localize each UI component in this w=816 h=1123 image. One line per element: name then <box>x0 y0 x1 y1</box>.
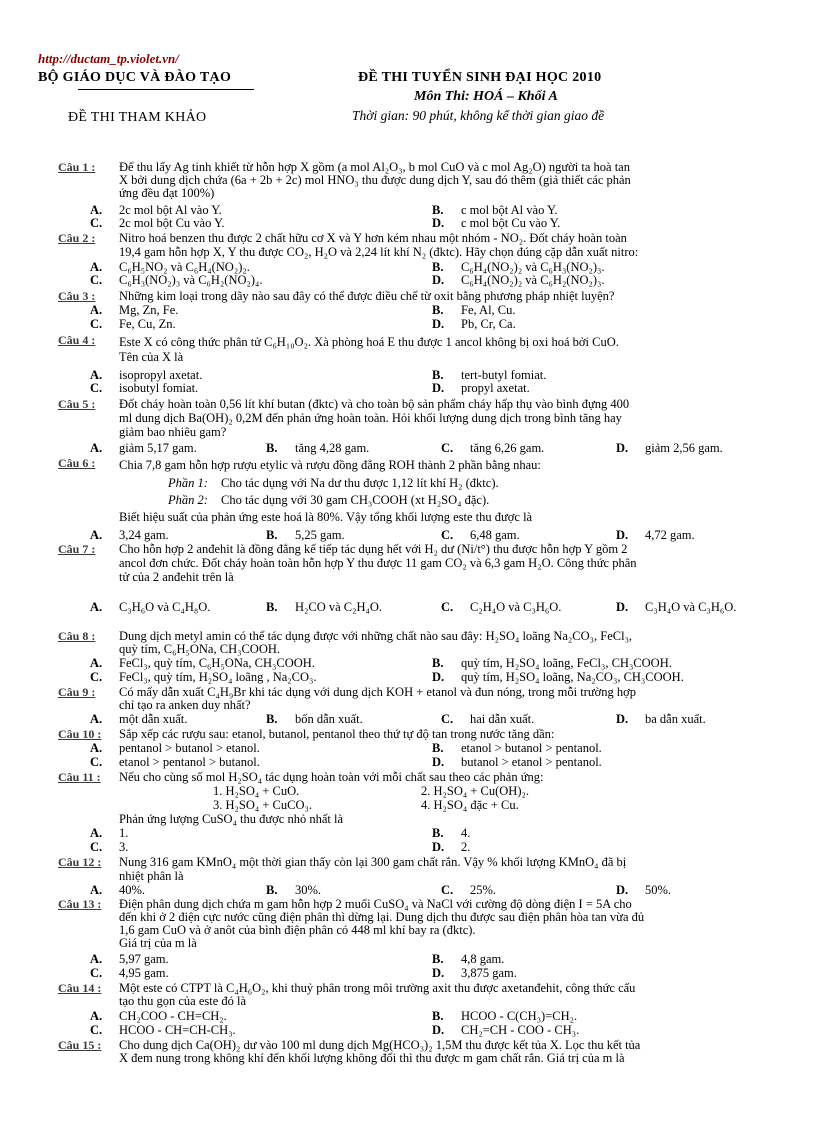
option-label: B. <box>432 656 444 670</box>
question-6-line: Biết hiệu suất của phản ứng este hoá là 80%. Vậy tổng khối lượng este thu được là <box>119 510 533 524</box>
question-13-option-b[interactable]: 4,8 gam. <box>461 952 505 966</box>
question-3-option-d[interactable]: Pb, Cr, Ca. <box>461 317 516 331</box>
question-6-part-2-label: Phần 2: <box>168 493 208 507</box>
option-label: D. <box>432 840 445 854</box>
reference-exam-label: ĐỀ THI THAM KHẢO <box>68 110 207 125</box>
option-label: A. <box>90 303 103 317</box>
option-label: A. <box>90 741 103 755</box>
option-label: C. <box>90 273 103 287</box>
exam-duration: Thời gian: 90 phút, không kể thời gian giao đề <box>352 108 605 123</box>
question-15-line: X đem nung trong không khí đến khối lượng không đổi thì thu được m gam chất rắn. Giá trị của m là <box>119 1051 625 1065</box>
option-label: D. <box>432 273 445 287</box>
question-4-option-a[interactable]: isopropyl axetat. <box>119 368 203 382</box>
question-13-option-c[interactable]: 4,95 gam. <box>119 966 169 980</box>
question-11-line: Nếu cho cùng số mol H₂SO₄ tác dụng hoàn toàn với mỗi chất sau theo các phản ứng: <box>119 770 544 784</box>
question-5-option-b[interactable]: tăng 4,28 gam. <box>295 441 370 455</box>
question-6-option-c[interactable]: 6,48 gam. <box>470 528 520 542</box>
question-7-option-c[interactable]: C₂H₄O và C₃H₆O. <box>470 600 562 614</box>
question-2-option-d[interactable]: C₆H₄(NO₂)₂ và C₆H₂(NO₂)₃. <box>461 273 605 287</box>
option-label: B. <box>432 303 444 317</box>
question-2-option-c[interactable]: C₆H₃(NO₂)₃ và C₆H₂(NO₂)₄. <box>119 273 263 287</box>
question-7-option-a[interactable]: C₃H₆O và C₄H₈O. <box>119 600 211 614</box>
question-6-option-d[interactable]: 4,72 gam. <box>645 528 695 542</box>
question-4-option-c[interactable]: isobutyl fomiat. <box>119 381 199 395</box>
question-2-line: Nitro hoá benzen thu được 2 chất hữu cơ X và Y hơn kém nhau một nhóm - NO₂. Đốt cháy hoàn toàn <box>119 231 627 245</box>
exam-title: ĐỀ THI TUYỂN SINH ĐẠI HỌC 2010 <box>358 70 602 85</box>
option-label: C. <box>90 1023 103 1037</box>
question-5-option-a[interactable]: giảm 5,17 gam. <box>119 441 197 455</box>
option-label: B. <box>432 826 444 840</box>
question-11-reaction-2: 2. H₂SO₄ + Cu(OH)₂. <box>421 784 529 798</box>
option-label: B. <box>266 712 278 726</box>
question-9-option-c[interactable]: hai dẫn xuất. <box>470 712 535 726</box>
question-13-line: Điện phân dung dịch chứa m gam hỗn hợp 2 muối CuSO₄ và NaCl với cường độ dòng điện I = 5A cho <box>119 897 632 911</box>
option-label: B. <box>266 528 278 542</box>
ministry-name: BỘ GIÁO DỤC VÀ ĐÀO TẠO <box>38 70 232 85</box>
option-label: C. <box>90 317 103 331</box>
question-12-option-b[interactable]: 30%. <box>295 883 322 897</box>
option-label: D. <box>432 317 445 331</box>
question-12-option-c[interactable]: 25%. <box>470 883 497 897</box>
option-label: B. <box>266 883 278 897</box>
question-4-option-b[interactable]: tert-butyl fomiat. <box>461 368 547 382</box>
question-2-option-b[interactable]: C₆H₄(NO₂)₂ và C₆H₃(NO₂)₃. <box>461 260 605 274</box>
question-9-option-d[interactable]: ba dẫn xuất. <box>645 712 706 726</box>
option-label: D. <box>616 712 629 726</box>
question-15-label: Câu 15 : <box>58 1038 102 1052</box>
option-label: C. <box>90 216 103 230</box>
question-11-option-b[interactable]: 4. <box>461 826 471 840</box>
option-label: D. <box>616 441 629 455</box>
option-label: C. <box>90 381 103 395</box>
question-5-label: Câu 5 : <box>58 397 96 411</box>
question-14-option-d[interactable]: CH₂=CH - COO - CH₃. <box>461 1023 580 1037</box>
question-7-option-b[interactable]: H₂CO và C₂H₄O. <box>295 600 383 614</box>
option-label: A. <box>90 600 103 614</box>
option-label: D. <box>616 883 629 897</box>
option-label: C. <box>441 883 454 897</box>
question-8-option-b[interactable]: quỳ tím, H₂SO₄ loãng, FeCl₃, CH₃COOH. <box>461 656 672 670</box>
option-label: C. <box>90 840 103 854</box>
option-label: A. <box>90 883 103 897</box>
question-6-part-1-label: Phần 1: <box>168 476 208 490</box>
question-13-option-a[interactable]: 5,97 gam. <box>119 952 169 966</box>
option-label: A. <box>90 1009 103 1023</box>
question-11-reaction-4: 4. H₂SO₄ đặc + Cu. <box>421 798 519 812</box>
question-8-label: Câu 8 : <box>58 629 96 643</box>
question-12-option-a[interactable]: 40%. <box>119 883 146 897</box>
question-4-line: Tên của X là <box>119 350 184 364</box>
question-11-option-a[interactable]: 1. <box>119 826 129 840</box>
option-label: B. <box>432 741 444 755</box>
question-14-option-c[interactable]: HCOO - CH=CH-CH₃. <box>119 1023 236 1037</box>
option-label: B. <box>432 952 444 966</box>
question-1-option-c[interactable]: 2c mol bột Cu vào Y. <box>119 216 225 230</box>
option-label: A. <box>90 368 103 382</box>
question-4-option-d[interactable]: propyl axetat. <box>461 381 530 395</box>
option-label: D. <box>432 755 445 769</box>
option-label: A. <box>90 712 103 726</box>
question-11-reaction-1: 1. H₂SO₄ + CuO. <box>213 784 300 798</box>
question-12-line: Nung 316 gam KMnO₄ một thời gian thấy còn lại 300 gam chất rắn. Vậy % khối lượng KMnO₄ đã bị <box>119 855 627 869</box>
question-6-part-1: Cho tác dụng với Na dư thu được 1,12 lít khí H₂ (đktc). <box>221 476 499 490</box>
option-label: C. <box>441 712 454 726</box>
question-9-line: Có mấy dẫn xuất C₄H₉Br khi tác dụng với dung dịch KOH + etanol và đun nóng, trong mỗi trường hợp <box>119 685 636 699</box>
question-5-line: giảm bao nhiêu gam? <box>119 425 227 439</box>
question-7-line: Cho hỗn hợp 2 anđehit là đồng đẳng kế tiếp tác dụng hết với H₂ dư (Ni/t°) thu được hỗn hợp Y gồm 2 <box>119 542 628 556</box>
option-label: A. <box>90 656 103 670</box>
option-label: C. <box>90 966 103 980</box>
question-13-option-d[interactable]: 3,875 gam. <box>461 966 517 980</box>
question-6-label: Câu 6 : <box>58 456 96 470</box>
question-15-line: Cho dung dịch Ca(OH)₂ dư vào 100 ml dung dịch Mg(HCO₃)₂ 1,5M thu được kết tủa X. Lọc thu kết tủa <box>119 1038 641 1052</box>
question-11-label: Câu 11 : <box>58 770 101 784</box>
option-label: C. <box>90 755 103 769</box>
option-label: B. <box>266 441 278 455</box>
option-label: C. <box>441 441 454 455</box>
question-10-line: Sắp xếp các rượu sau: etanol, butanol, pentanol theo thứ tự độ tan trong nước tăng dần: <box>119 727 555 741</box>
question-10-label: Câu 10 : <box>58 727 102 741</box>
question-1-line: ứng đều đạt 100%) <box>119 186 215 200</box>
question-2-option-a[interactable]: C₆H₅NO₂ và C₆H₄(NO₂)₂. <box>119 260 250 274</box>
question-4-line: Este X có công thức phân tử C₆H₁₀O₂. Xà phòng hoá E thu được 1 ancol không bị oxi hoá bởi CuO. <box>119 335 619 349</box>
source-url[interactable]: http://ductam_tp.violet.vn/ <box>38 51 179 66</box>
question-1-line: Để thu lấy Ag tinh khiết từ hỗn hợp X gồm (a mol Al₂O₃, b mol CuO và c mol Ag₂O) người ta hoà tan <box>119 160 630 174</box>
question-14-option-b[interactable]: HCOO - C(CH₃)=CH₂. <box>461 1009 578 1023</box>
option-label: C. <box>441 600 454 614</box>
question-11-reaction-3: 3. H₂SO₄ + CuCO₃. <box>213 798 312 812</box>
question-5-line: Đốt cháy hoàn toàn 0,56 lít khí butan (đktc) và cho toàn bộ sản phẩm cháy hấp thụ vào bình đựng 400 <box>119 397 630 411</box>
question-10-option-b[interactable]: etanol > butanol > pentanol. <box>461 741 602 755</box>
option-label: D. <box>616 600 629 614</box>
question-3-line: Những kim loại trong dãy nào sau đây có thể được điều chế từ oxit bằng phương pháp nhiệt luyện? <box>119 289 615 303</box>
question-2-line: 19,4 gam hỗn hợp X, Y thu được CO₂, H₂O và 2,24 lít khí N₂ (đktc). Hãy chọn đúng cặp dẫn xuất nitro: <box>119 245 639 259</box>
option-label: A. <box>90 260 103 274</box>
question-1-option-d[interactable]: c mol bột Cu vào Y. <box>461 216 561 230</box>
question-9-option-a[interactable]: một dẫn xuất. <box>119 712 188 726</box>
question-4-label: Câu 4 : <box>58 333 96 347</box>
option-label: A. <box>90 826 103 840</box>
question-2-label: Câu 2 : <box>58 231 96 245</box>
question-8-option-c[interactable]: FeCl₃, quỳ tím, H₂SO₄ loãng , Na₂CO₃. <box>119 670 317 684</box>
question-3-option-a[interactable]: Mg, Zn, Fe. <box>119 303 179 317</box>
question-10-option-c[interactable]: etanol > pentanol > butanol. <box>119 755 260 769</box>
option-label: D. <box>432 1023 445 1037</box>
option-label: B. <box>432 368 444 382</box>
question-12-line: nhiệt phân là <box>119 869 184 883</box>
option-label: D. <box>432 670 445 684</box>
option-label: A. <box>90 441 103 455</box>
question-5-option-d[interactable]: giảm 2,56 gam. <box>645 441 723 455</box>
question-8-line: Dung dịch metyl amin có thể tác dụng được với những chất nào sau đây: H₂SO₄ loãng Na₂CO₃, FeCl₃, <box>119 629 633 643</box>
option-label: D. <box>432 966 445 980</box>
option-label: B. <box>266 600 278 614</box>
question-12-label: Câu 12 : <box>58 855 102 869</box>
question-5-line: ml dung dịch Ba(OH)₂ 0,2M đến phản ứng hoàn toàn. Hỏi khối lượng dung dịch trong bình tăng hay <box>119 411 622 425</box>
question-7-option-d[interactable]: C₃H₄O và C₃H₆O. <box>645 600 737 614</box>
option-label: B. <box>432 260 444 274</box>
question-12-option-d[interactable]: 50%. <box>645 883 672 897</box>
option-label: B. <box>432 203 444 217</box>
question-1-line: X bởi dung dịch chứa (6a + 2b + 2c) mol HNO₃ thu được dung dịch Y, sau đó thêm (giả thiết các phản <box>119 173 631 187</box>
question-8-line: quỳ tím, C₆H₅ONa, CH₃COOH. <box>119 642 280 656</box>
question-11-line: Phản ứng lượng CuSO₄ thu được nhỏ nhất là <box>119 812 344 826</box>
question-11-option-d[interactable]: 2. <box>461 840 471 854</box>
question-7-line: ancol đơn chức. Đốt cháy hoàn toàn hỗn hợp Y thu được 11 gam CO₂ và 6,3 gam H₂O. Công thức phân <box>119 556 637 570</box>
question-13-line: đến khi ở 2 điện cực nước cũng điện phân thì dừng lại. Dung dịch thu được sau điện phân hòa tan vừa đủ <box>119 910 645 924</box>
question-5-option-c[interactable]: tăng 6,26 gam. <box>470 441 545 455</box>
exam-subject: Môn Thi: HOÁ – Khối A <box>414 89 558 104</box>
question-7-label: Câu 7 : <box>58 542 96 556</box>
option-label: A. <box>90 203 103 217</box>
option-label: D. <box>432 381 445 395</box>
option-label: C. <box>90 670 103 684</box>
question-9-label: Câu 9 : <box>58 685 96 699</box>
question-8-option-a[interactable]: FeCl₃, quỳ tím, C₆H₅ONa, CH₃COOH. <box>119 656 315 670</box>
option-label: C. <box>441 528 454 542</box>
question-14-option-a[interactable]: CH₂COO - CH=CH₂. <box>119 1009 227 1023</box>
question-1-option-a[interactable]: 2c mol bột Al vào Y. <box>119 203 222 217</box>
question-6-line: Chia 7,8 gam hỗn hợp rượu etylic và rượu đồng đẳng ROH thành 2 phần bằng nhau: <box>119 458 541 472</box>
question-14-line: tạo thu gọn của este đó là <box>119 994 247 1008</box>
question-1-label: Câu 1 : <box>58 160 96 174</box>
question-3-option-c[interactable]: Fe, Cu, Zn. <box>119 317 176 331</box>
question-9-option-b[interactable]: bốn dẫn xuất. <box>295 712 363 726</box>
question-11-option-c[interactable]: 3. <box>119 840 129 854</box>
question-6-option-a[interactable]: 3,24 gam. <box>119 528 169 542</box>
question-7-line: tử của 2 anđehit trên là <box>119 570 234 584</box>
question-14-label: Câu 14 : <box>58 981 102 995</box>
question-14-line: Một este có CTPT là C₄H₆O₂, khi thuỷ phân trong môi trường axit thu được axetanđehit, công thức cấu <box>119 981 636 995</box>
question-10-option-a[interactable]: pentanol > butanol > etanol. <box>119 741 260 755</box>
option-label: A. <box>90 952 103 966</box>
question-13-line: 1,6 gam CuO và ở anôt của bình điện phân có 448 ml khí bay ra (đktc). <box>119 923 476 937</box>
option-label: A. <box>90 528 103 542</box>
option-label: D. <box>432 216 445 230</box>
question-10-option-d[interactable]: butanol > etanol > pentanol. <box>461 755 602 769</box>
question-6-option-b[interactable]: 5,25 gam. <box>295 528 345 542</box>
question-1-option-b[interactable]: c mol bột Al vào Y. <box>461 203 558 217</box>
question-8-option-d[interactable]: quỳ tím, H₂SO₄ loãng, Na₂CO₃, CH₃COOH. <box>461 670 684 684</box>
question-3-option-b[interactable]: Fe, Al, Cu. <box>461 303 516 317</box>
question-3-label: Câu 3 : <box>58 289 96 303</box>
option-label: B. <box>432 1009 444 1023</box>
question-13-label: Câu 13 : <box>58 897 102 911</box>
option-label: D. <box>616 528 629 542</box>
question-13-line: Giá trị của m là <box>119 936 197 950</box>
question-9-line: chỉ tạo ra anken duy nhất? <box>119 698 251 712</box>
question-6-part-2: Cho tác dụng với 30 gam CH₃COOH (xt H₂SO₄ đặc). <box>221 493 490 507</box>
